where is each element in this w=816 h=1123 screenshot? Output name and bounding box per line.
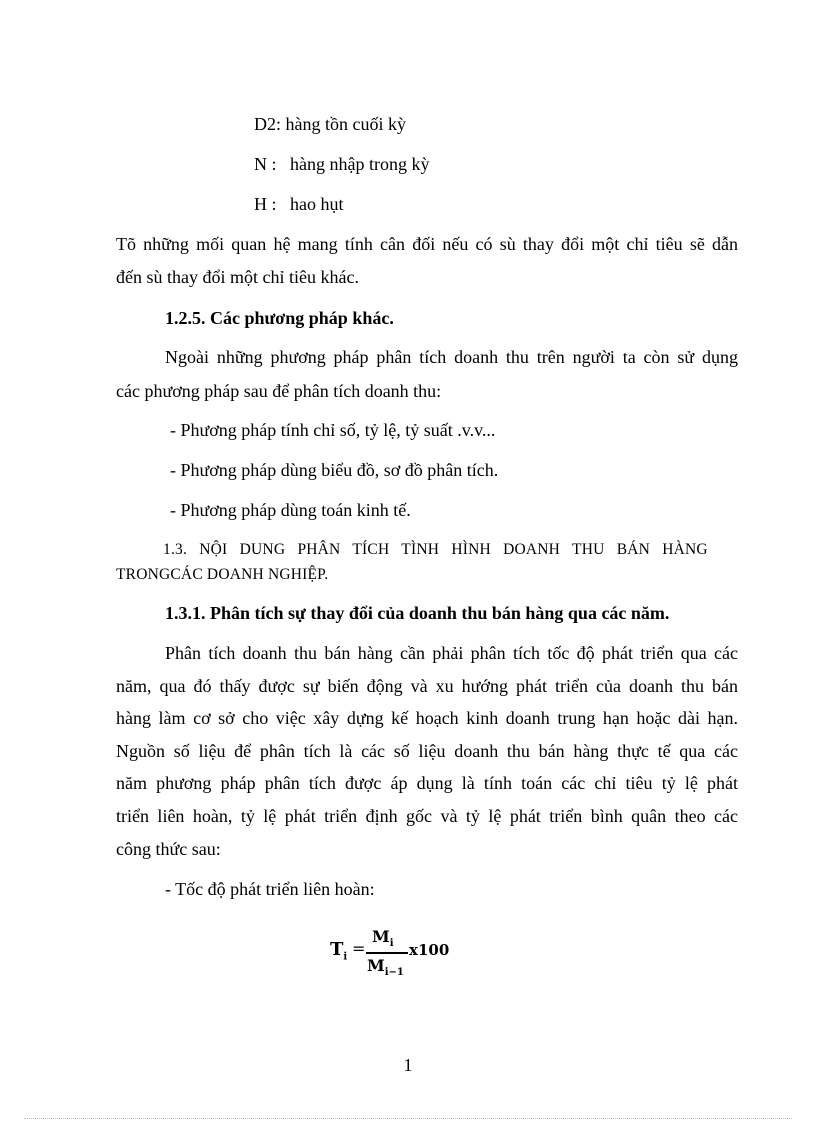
definition-n: N : hàng nhập trong kỳ bbox=[254, 154, 430, 174]
page-bottom-divider bbox=[24, 1118, 792, 1119]
formula-equals: = bbox=[352, 939, 366, 958]
relation-paragraph-line-1: Tõ những mối quan hệ mang tính cân đối nếu có sù thay đổi một chỉ tiêu sẽ dẫn bbox=[116, 234, 738, 254]
section-1-3-title-line-1: 1.3. NỘI DUNG PHÂN TÍCH TÌNH HÌNH DOANH THU BÁN HÀNG bbox=[163, 541, 708, 558]
heading-1-3-1: 1.3.1. Phân tích sự thay đổi của doanh thu bán hàng qua các năm. bbox=[165, 603, 670, 623]
growth-rate-bullet: - Tốc độ phát triển liên hoàn: bbox=[165, 879, 375, 899]
analysis-line-7: công thức sau: bbox=[116, 839, 221, 859]
relation-paragraph-line-2: đến sù thay đổi một chỉ tiêu khác. bbox=[116, 267, 359, 287]
definition-d2: D2: hàng tồn cuối kỳ bbox=[254, 114, 406, 134]
analysis-line-5: năm phương pháp phân tích được áp dụng là tính toán các chỉ tiêu tỷ lệ phát bbox=[116, 773, 738, 793]
method-bullet-index: - Phương pháp tính chỉ số, tỷ lệ, tỷ suất .v.v... bbox=[170, 420, 496, 440]
analysis-line-6: triển liên hoàn, tỷ lệ phát triển định gốc và tỷ lệ phát triển bình quân theo các bbox=[116, 806, 738, 826]
growth-rate-formula bbox=[330, 925, 460, 985]
page-number: 1 bbox=[403, 1055, 413, 1075]
analysis-line-3: hàng làm cơ sở cho việc xây dựng kế hoạch kinh doanh trung hạn hoặc dài hạn. bbox=[116, 708, 738, 728]
other-methods-line-2: các phương pháp sau để phân tích doanh thu: bbox=[116, 381, 442, 401]
definition-h: H : hao hụt bbox=[254, 194, 344, 214]
method-bullet-math: - Phương pháp dùng toán kinh tế. bbox=[170, 500, 411, 520]
formula-multiplier: x100 bbox=[409, 941, 450, 959]
method-bullet-chart: - Phương pháp dùng biểu đồ, sơ đồ phân tích. bbox=[170, 460, 499, 480]
formula-fraction-bar bbox=[366, 952, 408, 954]
heading-1-2-5: 1.2.5. Các phương pháp khác. bbox=[165, 308, 394, 328]
formula-lhs: $T_i$ bbox=[330, 939, 348, 963]
analysis-line-1: Phân tích doanh thu bán hàng cần phải phân tích tốc độ phát triển qua các bbox=[165, 643, 738, 663]
section-1-3-title-line-2: TRONGCÁC DOANH NGHIỆP. bbox=[116, 566, 329, 583]
analysis-line-2: năm, qua đó thấy được sự biến động và xu hướng phát triển của doanh thu bán bbox=[116, 676, 738, 696]
analysis-line-4: Nguồn số liệu để phân tích là các số liệu doanh thu bán hàng thực tế qua các bbox=[116, 741, 738, 761]
other-methods-line-1: Ngoài những phương pháp phân tích doanh thu trên người ta còn sử dụng bbox=[165, 347, 738, 367]
formula-denominator: $M_{i-1}$ bbox=[367, 956, 404, 979]
formula-numerator: $M_i$ bbox=[372, 927, 394, 950]
